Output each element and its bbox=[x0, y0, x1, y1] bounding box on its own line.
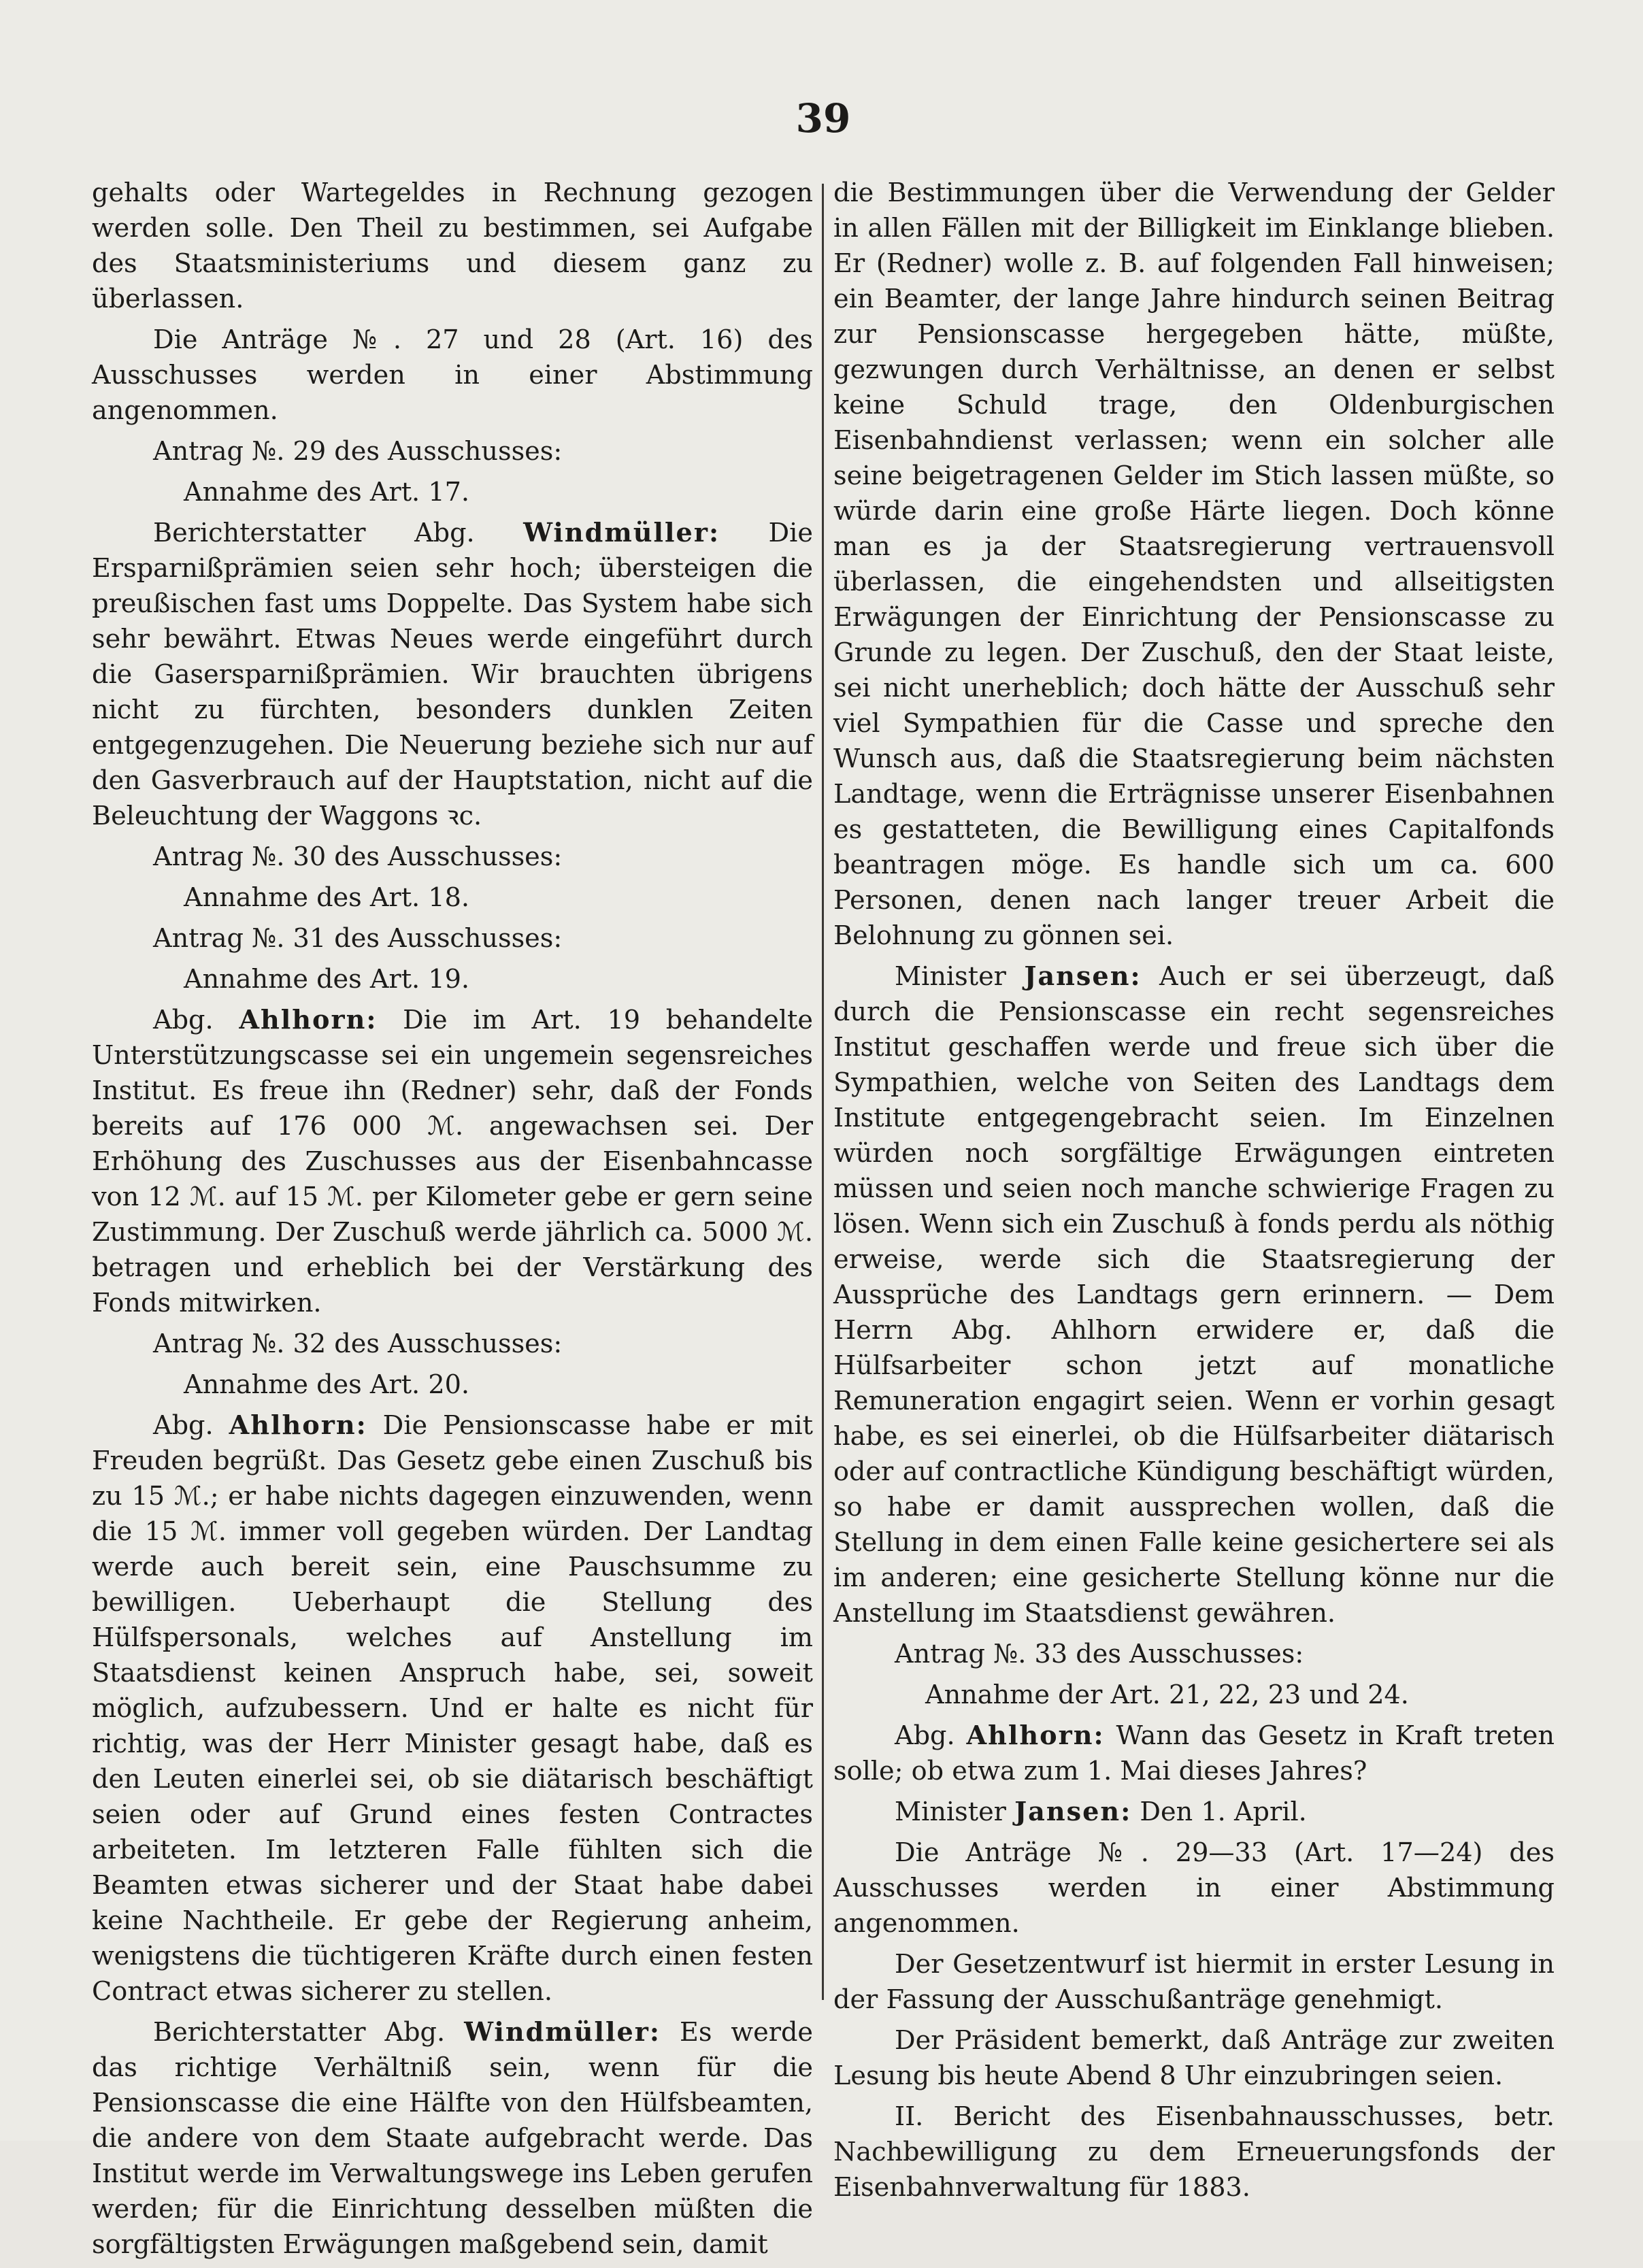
paragraph-text: Die Anträge №. 27 und 28 (Art. 16) des Ausschusses werden in einer Abstimmung angenommen. bbox=[92, 325, 813, 426]
paragraph-text: Die Anträge №. 29—33 (Art. 17—24) des Ausschusses werden in einer Abstimmung angenommen. bbox=[833, 1838, 1555, 1939]
speaker-title: Abg. bbox=[153, 1411, 229, 1441]
speaker-name: Ahlhorn: bbox=[239, 1005, 378, 1035]
speaker-title: Abg. bbox=[895, 1721, 967, 1751]
speaker-title: Berichterstatter Abg. bbox=[153, 2018, 465, 2048]
paragraph bbox=[833, 1947, 1555, 2018]
paragraph bbox=[92, 839, 813, 875]
paragraph bbox=[92, 962, 813, 997]
paragraph bbox=[92, 1408, 813, 2009]
paragraph bbox=[833, 176, 1555, 954]
paragraph bbox=[92, 1003, 813, 1321]
column-divider bbox=[822, 184, 824, 2000]
paragraph bbox=[833, 1637, 1555, 1672]
page-number: 39 bbox=[795, 95, 851, 141]
paragraph bbox=[833, 2099, 1555, 2205]
right-column bbox=[833, 176, 1555, 2211]
paragraph-text: Der Gesetzentwurf ist hiermit in erster Lesung in der Fassung der Ausschußanträge genehmigt. bbox=[833, 1950, 1555, 2015]
paragraph bbox=[833, 1835, 1555, 1941]
paragraph-text: Antrag №. 33 des Ausschusses: bbox=[895, 1639, 1304, 1669]
paragraph-text: Es werde das richtige Verhältniß sein, wenn für die Pensionscasse die eine Hälfte von den Hülfsbeamten, die andere von dem Staate aufgebracht werde. Das Institut werde im Verwaltungswege ins Leben gerufen werden; für die Einrichtung desselben müßten die sorgfältigsten Erwägungen maßgebend sein, damit bbox=[92, 2018, 813, 2260]
paragraph-text: die Bestimmungen über die Verwendung der Gelder in allen Fällen mit der Billigkeit im Einklange blieben. Er (Redner) wolle z. B. auf folgenden Fall hinweisen; ein Beamter, der lange Jahre hindurch seinen Beitrag zur Pensionscasse hergegeben hätte, müßte, gezwungen durch Verhältnisse, an denen er selbst keine Schuld trage, den Oldenburgischen Eisenbahndienst verlassen; wenn ein solcher alle seine beigetragenen Gelder im Stich lassen müßte, so würde darin eine große Härte liegen. Doch könne man es ja der Staatsregierung vertrauensvoll überlassen, die eingehendsten und allseitigsten Erwägungen der Einrichtung der Pensionscasse zu Grunde zu legen. Der Zuschuß, den der Staat leiste, sei nicht unerheblich; doch hätte der Ausschuß sehr viel Sympathien für die Casse und spreche den Wunsch aus, daß die Staatsregierung beim nächsten Landtage, wenn die Erträgnisse unserer Eisenbahnen es gestatteten, die Bewilligung eines Capitalfonds beantragen möge. Es handle sich um ca. 600 Personen, denen nach langer treuer Arbeit die Belohnung zu gönnen sei. bbox=[833, 178, 1555, 951]
paragraph bbox=[833, 1678, 1555, 1713]
speaker-name: Ahlhorn: bbox=[966, 1720, 1105, 1751]
speaker-title: Abg. bbox=[153, 1005, 239, 1035]
speaker-name: Jansen: bbox=[1024, 961, 1142, 992]
paragraph-text: Wann das Gesetz in Kraft treten solle; ob etwa zum 1. Mai dieses Jahres? bbox=[833, 1721, 1555, 1786]
speaker-name: Windmüller: bbox=[523, 518, 720, 548]
paragraph bbox=[92, 176, 813, 317]
speaker-name: Windmüller: bbox=[464, 2017, 661, 2048]
paragraph bbox=[833, 1795, 1555, 1830]
paragraph-text: Antrag №. 30 des Ausschusses: bbox=[153, 842, 563, 872]
paragraph-text: Annahme des Art. 20. bbox=[184, 1370, 470, 1400]
paragraph bbox=[92, 2015, 813, 2263]
paragraph bbox=[833, 2023, 1555, 2094]
speaker-title: Berichterstatter Abg. bbox=[153, 518, 524, 548]
paragraph bbox=[92, 1327, 813, 1362]
paragraph-text: Antrag №. 32 des Ausschusses: bbox=[153, 1329, 563, 1359]
paragraph-text: gehalts oder Wartegeldes in Rechnung gezogen werden solle. Den Theil zu bestimmen, sei Aufgabe des Staatsministeriums und diesem ganz zu überlassen. bbox=[92, 178, 813, 314]
speaker-name: Jansen: bbox=[1014, 1797, 1132, 1827]
paragraph-text: II. Bericht des Eisenbahnausschusses, betr. Nachbewilligung zu dem Erneuerungsfonds der Eisenbahnverwaltung für 1883. bbox=[833, 2102, 1555, 2203]
speaker-title: Minister bbox=[895, 1797, 1015, 1827]
paragraph-text: Annahme des Art. 17. bbox=[184, 478, 470, 507]
paragraph-text: Die im Art. 19 behandelte Unterstützungscasse sei ein ungemein segensreiches Institut. Es freue ihn (Redner) sehr, daß der Fonds bereits auf 176 000 ℳ. angewachsen sei. Der Erhöhung des Zuschusses aus der Eisenbahncasse von 12 ℳ. auf 15 ℳ. per Kilometer gebe er gern seine Zustimmung. Der Zuschuß werde jährlich ca. 5000 ℳ. betragen und erheblich bei der Verstärkung des Fonds mitwirken. bbox=[92, 1005, 813, 1318]
paragraph-text: Annahme des Art. 18. bbox=[184, 883, 470, 913]
paragraph bbox=[92, 475, 813, 510]
paragraph-text: Annahme der Art. 21, 22, 23 und 24. bbox=[925, 1680, 1409, 1710]
paragraph-text: Antrag №. 29 des Ausschusses: bbox=[153, 437, 563, 467]
left-column bbox=[92, 176, 813, 2268]
paragraph bbox=[92, 880, 813, 916]
paragraph-text: Der Präsident bemerkt, daß Anträge zur zweiten Lesung bis heute Abend 8 Uhr einzubringen seien. bbox=[833, 2026, 1555, 2091]
paragraph bbox=[92, 322, 813, 429]
paragraph-text: Die Ersparnißprämien seien sehr hoch; übersteigen die preußischen fast ums Doppelte. Das System habe sich sehr bewährt. Etwas Neues werde eingeführt durch die Gasersparnißprämien. Wir brauchten übrigens nicht zu fürchten, besonders dunklen Zeiten entgegenzugehen. Die Neuerung beziehe sich nur auf den Gasverbrauch auf der Hauptstation, nicht auf die Beleuchtung der Waggons ꝛc. bbox=[92, 518, 813, 831]
paragraph-text: Annahme des Art. 19. bbox=[184, 965, 470, 995]
speaker-name: Ahlhorn: bbox=[229, 1410, 367, 1441]
paragraph-text: Den 1. April. bbox=[1131, 1797, 1307, 1827]
paragraph bbox=[833, 959, 1555, 1631]
paragraph bbox=[92, 1367, 813, 1403]
paragraph bbox=[92, 921, 813, 956]
paragraph bbox=[92, 434, 813, 469]
paragraph bbox=[833, 1718, 1555, 1789]
paragraph-text: Die Pensionscasse habe er mit Freuden begrüßt. Das Gesetz gebe einen Zuschuß bis zu 15 ℳ.; er habe nichts dagegen einzuwenden, wenn die 15 ℳ. immer voll gegeben würden. Der Landtag werde auch bereit sein, eine Pauschsumme zu bewilligen. Ueberhaupt die Stellung des Hülfspersonals, welches auf Anstellung im Staatsdienst keinen Anspruch habe, sei, soweit möglich, aufzubessern. Und er halte es nicht für richtig, was der Herr Minister gesagt habe, daß es den Leuten einerlei sei, ob sie diätarisch beschäftigt seien oder auf Grund eines festen Contractes arbeiteten. Im letzteren Falle fühlten sich die Beamten etwas sicherer und der Staat habe dabei keine Nachtheile. Er gebe der Regierung anheim, wenigstens die tüchtigeren Kräfte durch einen festen Contract etwas sicherer zu stellen. bbox=[92, 1411, 813, 2007]
paragraph-text: Antrag №. 31 des Ausschusses: bbox=[153, 924, 563, 954]
speaker-title: Minister bbox=[895, 962, 1025, 992]
paragraph-text: Auch er sei überzeugt, daß durch die Pensionscasse ein recht segensreiches Institut geschaffen werde und freue sich über die Sympathien, welche von Seiten des Landtags dem Institute entgegengebracht seien. Im Einzelnen würden noch sorgfältige Erwägungen eintreten müssen und seien noch manche schwierige Fragen zu lösen. Wenn sich ein Zuschuß à fonds perdu als nöthig erweise, werde sich die Staatsregierung der Aussprüche des Landtags gern erinnern. — Dem Herrn Abg. Ahlhorn erwidere er, daß die Hülfsarbeiter schon jetzt auf monatliche Remuneration engagirt seien. Wenn er vorhin gesagt habe, es sei einerlei, ob die Hülfsarbeiter diätarisch oder auf contractliche Kündigung beschäftigt würden, so habe er damit aussprechen wollen, daß die Stellung in dem einen Falle keine gesichertere sei als im anderen; eine gesicherte Stellung könne nur die Anstellung im Staatsdienst gewähren. bbox=[833, 962, 1555, 1629]
paragraph bbox=[92, 516, 813, 834]
